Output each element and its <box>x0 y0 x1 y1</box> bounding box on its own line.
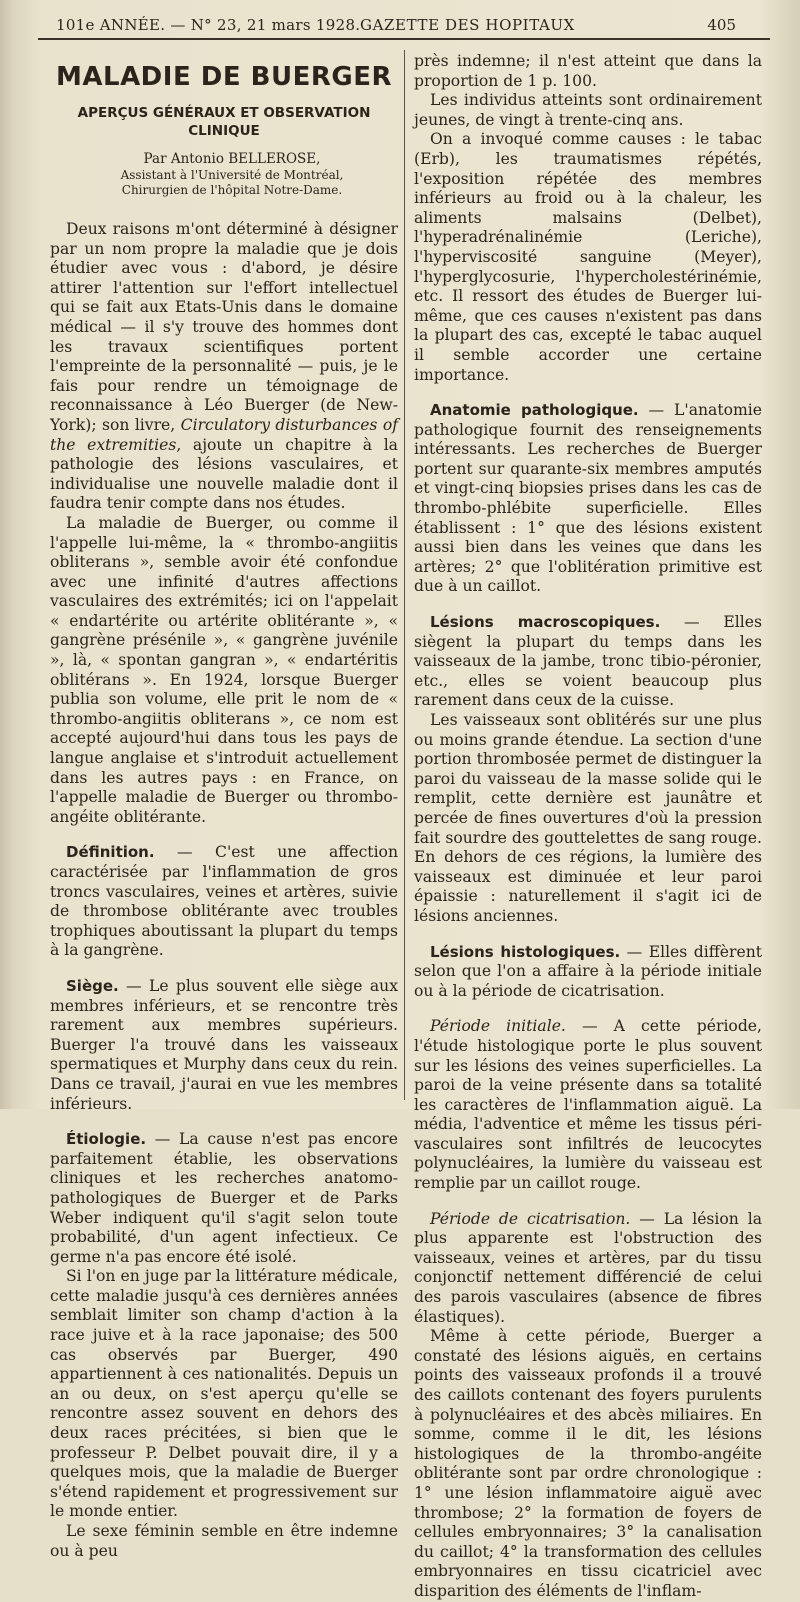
article-title: MALADIE DE BUERGER <box>56 62 392 92</box>
paragraph: La maladie de Buerger, ou comme il l'appelle lui-même, la « thrombo-angiitis obliterans », semble avoir été confondue avec une infinité d'autres affections vasculaires des extrémités; ici on l'appelait « endartérite ou artérite oblitérante », « gangrène présénile », « gangrène juvénile », là, « spontan gangran », « endartéritis oblitérans ». En 1924, lorsque Buerger publia son volume, elle prit le nom de « thrombo-angiitis obliterans », ce nom est accepté aujourd'hui dans tous les pays de langue anglaise et s'introduit actuellement dans les autres pays : en France, on l'appelle maladie de Buerger ou thrombo-angéite oblitérante. <box>50 513 398 826</box>
paragraph: Le sexe féminin semble en être indemne ou à peu <box>50 1522 398 1560</box>
journal-name: GAZETTE DES HOPITAUX <box>360 16 575 34</box>
page-number: 405 <box>707 16 736 34</box>
section-heading: Définition. <box>66 843 155 862</box>
paragraph: Deux raisons m'ont déterminé à désigner par un nom propre la maladie que je dois étudier avec vous : d'abord, je désire attirer l'attention sur l'effort intellectuel qui se fait aux Etats-Unis dans le domaine médical — il s'y trouve des hommes dont les travaux scientifiques portent l'empreinte de la personnalité — puis, je le fais pour rendre un témoignage de reconnaissance à Léo Buerger (de New-York); son livre, Circulatory disturbances of the extremities, ajoute un chapitre à la pathologie des lésions vasculaires, et individualise une nouvelle maladie dont il faudra tenir compte dans nos études. <box>50 220 399 513</box>
section-macroscopiques: Lésions macroscopiques. — Elles siègent la plupart du temps dans les vaisseaux de la jambe, tronc tibio-péronier, etc., elles se voient beaucoup plus rarement dans ceux de la cuisse. <box>414 613 762 710</box>
affiliation-1: Assistant à l'Université de Montréal, <box>120 168 344 182</box>
issue-line: 101e ANNÉE. — N° 23, 21 mars 1928. <box>56 16 361 34</box>
section-histologiques: Lésions histologiques. — Elles diffèrent selon que l'on a affaire à la période initiale ou à la période de cicatrisation. <box>414 942 763 1000</box>
section-heading: Lésions histologiques. <box>430 942 621 961</box>
paragraph: On a invoqué comme causes : le tabac (Erb), les traumatismes répétés, l'exposition répétée des membres inférieurs au froid ou à la chaleur, les aliments malsains (Delbet), l'hyperadrénalinémie (Leriche), l'hyperviscosité sanguine (Meyer), l'hyperglycosurie, l'hypercholestérinémie, etc. Il ressort des études de Buerger lui-même, que ces causes n'existent pas dans la plupart des cas, excepté le tabac auquel il semble accorder une certaine importance. <box>414 130 762 384</box>
section-definition: Définition. — C'est une affection caractérisée par l'inflammation de gros troncs vasculaires, veines et artères, suivie de thrombose oblitérante avec troubles trophiques aboutissant la plupart du temps à la gangrène. <box>50 843 398 960</box>
running-header <box>38 12 770 40</box>
right-column <box>414 52 763 1600</box>
section-siege: Siège. — Le plus souvent elle siège aux membres inférieurs, et se rencontre très rarement aux membres supérieurs. Buerger l'a trouvé dans les vaisseaux spermatiques et Murphy dans ceux du rein. Dans ce travail, j'aurai en vue les membres inférieurs. <box>50 976 398 1113</box>
subheading: Période initiale. <box>430 1017 566 1036</box>
article-subtitle: APERÇUS GÉNÉRAUX ET OBSERVATION CLINIQUE <box>77 105 371 139</box>
section-heading: Lésions macroscopiques. <box>430 613 661 632</box>
affiliation-2: Chirurgien de l'hôpital Notre-Dame. <box>121 183 343 197</box>
paragraph: Les individus atteints sont ordinairement jeunes, de vingt à trente-cinq ans. <box>414 91 762 129</box>
subheading: Période de cicatrisation. <box>430 1209 631 1228</box>
section-etiologie: Étiologie. — La cause n'est pas encore parfaitement établie, les observations cliniques et les recherches anatomo-pathologiques de Buerger et de Parks Weber indiquent qu'il s'agit selon toute probabilité, d'un agent infectieux. Ce germe n'a pas encore été isolé. <box>50 1130 398 1266</box>
paragraph: Même à cette période, Buerger a constaté des lésions aiguës, en certains points des vaisseaux profonds il a trouvé des caillots contenant des foyers purulents à polynucléaires et des abcès miliaires. En somme, comme il le dit, les lésions histologiques de la thrombo-angéite oblitérante sont par ordre chronologique : 1° une lésion inflammatoire aiguë avec thrombose; 2° la formation de foyers de cellules embryonnaires; 3° la canalisation du caillot; 4° la transformation des cellules embryonnaires en tissu cicatriciel avec disparition des éléments de l'inflam- <box>414 1327 762 1600</box>
column-rule <box>404 50 405 1100</box>
paragraph-periode-cicatrisation: Période de cicatrisation. — La lésion la plus apparente est l'obstruction des vaisseaux, veines et artères, par du tissu conjonctif nettement différencié de celui des parois vasculaires (absence de fibres élastiques). <box>414 1209 762 1326</box>
paragraph: près indemne; il n'est atteint que dans la proportion de 1 p. 100. <box>414 52 762 90</box>
left-column <box>50 52 399 1560</box>
section-heading: Anatomie pathologique. <box>430 401 639 420</box>
section-heading: Étiologie. <box>66 1130 147 1149</box>
paragraph: Les vaisseaux sont oblitérés sur une plus ou moins grande étendue. La section d'une portion thrombosée permet de distinguer la paroi du vaisseau de la masse solide qui le remplit, cette dernière est jaunâtre et percée de fines ouvertures d'où la pression fait sourdre des gouttelettes de sang rouge. En dehors de ces régions, la lumière des vaisseaux est diminuée et leur paroi épaissie : naturellement il s'agit ici de lésions anciennes. <box>414 711 762 925</box>
section-anatomie: Anatomie pathologique. — L'anatomie pathologique fournit des renseignements intéressants. Les recherches de Buerger portent sur quarante-six membres amputés et vingt-cinq biopsies prises dans les cas de thrombo-phlébite superficielle. Elles établissent : 1° que des lésions existent aussi bien dans les veines que dans les artères; 2° que l'oblitération primitive est due à un caillot. <box>414 401 762 596</box>
paragraph-periode-initiale: Période initiale. — A cette période, l'étude histologique porte le plus souvent sur les lésions des veines superficielles. La paroi de la veine présente dans sa totalité les caractères de l'inflammation aiguë. La média, l'adventice et même les tissus péri-vasculaires sont infiltrés de leucocytes polynucléaires, la lumière du vaisseau est remplie par un caillot rouge. <box>414 1017 762 1193</box>
paragraph: Si l'on en juge par la littérature médicale, cette maladie jusqu'à ces dernières années semblait limiter son champ d'action à la race juive et à la race japonaise; des 500 cas observés par Buerger, 490 appartiennent à ces nationalités. Depuis un an ou deux, on s'est aperçu qu'elle se rencontre assez souvent en dehors des deux races précitées, si bien que le professeur P. Delbet pouvait dire, il y a quelques mois, que la maladie de Buerger s'étend rapidement et progressivement sur le monde entier. <box>50 1267 398 1521</box>
section-heading: Siège. <box>66 976 119 995</box>
book-title: Circulatory disturbances of the extremities <box>50 415 399 454</box>
author-line: Par Antonio BELLEROSE, <box>143 151 321 167</box>
